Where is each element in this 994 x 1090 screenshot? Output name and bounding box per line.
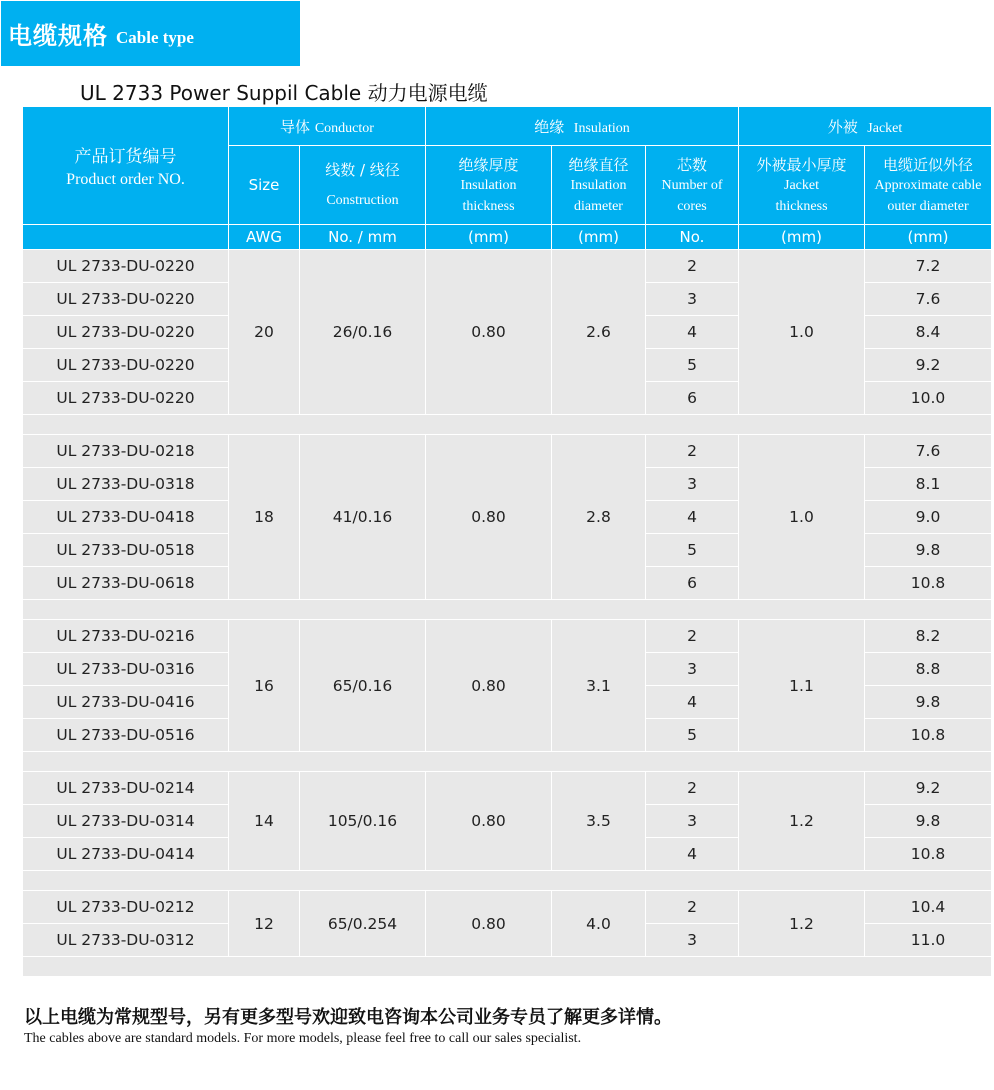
- table-row: [23, 772, 992, 805]
- cell-insulation-diameter: 2.8: [552, 435, 646, 600]
- group-separator: [23, 600, 992, 620]
- cable-spec-table: [22, 106, 992, 977]
- cell-cores: 6: [646, 567, 739, 600]
- cell-insulation-thickness: 0.80: [426, 620, 552, 752]
- header-insulation-diameter: 绝缘直径 Insulation diameter: [552, 146, 646, 225]
- cell-order-no: UL 2733-DU-0518: [23, 534, 229, 567]
- cell-jacket-thickness: 1.1: [739, 620, 865, 752]
- cell-outer-diameter: 8.2: [865, 620, 992, 653]
- cell-insulation-diameter: 3.1: [552, 620, 646, 752]
- group-separator: [23, 957, 992, 977]
- cell-outer-diameter: 7.6: [865, 435, 992, 468]
- product-title: UL 2733 Power Suppil Cable 动力电源电缆: [80, 81, 488, 105]
- cell-order-no: UL 2733-DU-0220: [23, 316, 229, 349]
- cell-order-no: UL 2733-DU-0218: [23, 435, 229, 468]
- cell-cores: 4: [646, 686, 739, 719]
- cell-construction: 41/0.16: [300, 435, 426, 600]
- footer-note-cn: 以上电缆为常规型号，另有更多型号欢迎致电咨询本公司业务专员了解更多详情。: [24, 1007, 672, 1028]
- cell-outer-diameter: 11.0: [865, 924, 992, 957]
- cell-cores: 2: [646, 620, 739, 653]
- unit-cores: No.: [646, 225, 739, 250]
- cell-insulation-thickness: 0.80: [426, 435, 552, 600]
- cell-insulation-thickness: 0.80: [426, 891, 552, 957]
- cell-outer-diameter: 9.8: [865, 805, 992, 838]
- cell-outer-diameter: 9.8: [865, 686, 992, 719]
- cell-cores: 2: [646, 250, 739, 283]
- cell-outer-diameter: 10.8: [865, 719, 992, 752]
- header-blank: [23, 225, 229, 250]
- cell-cores: 2: [646, 772, 739, 805]
- cell-order-no: UL 2733-DU-0214: [23, 772, 229, 805]
- cell-outer-diameter: 10.0: [865, 382, 992, 415]
- cell-order-no: UL 2733-DU-0416: [23, 686, 229, 719]
- cell-cores: 5: [646, 349, 739, 382]
- header-outer-diameter: 电缆近似外径 Approximate cable outer diameter: [865, 146, 992, 225]
- cell-awg: 16: [229, 620, 300, 752]
- cell-order-no: UL 2733-DU-0414: [23, 838, 229, 871]
- cell-cores: 5: [646, 534, 739, 567]
- cell-order-no: UL 2733-DU-0316: [23, 653, 229, 686]
- cell-outer-diameter: 8.8: [865, 653, 992, 686]
- table-row: [23, 620, 992, 653]
- cell-jacket-thickness: 1.2: [739, 891, 865, 957]
- cell-order-no: UL 2733-DU-0216: [23, 620, 229, 653]
- header-conductor: 导体 Conductor: [229, 107, 426, 146]
- cell-outer-diameter: 7.6: [865, 283, 992, 316]
- cell-awg: 14: [229, 772, 300, 871]
- cell-cores: 5: [646, 719, 739, 752]
- group-separator: [23, 752, 992, 772]
- unit-jacket-thickness: (mm): [739, 225, 865, 250]
- cell-outer-diameter: 10.8: [865, 838, 992, 871]
- unit-awg: AWG: [229, 225, 300, 250]
- cell-cores: 4: [646, 316, 739, 349]
- unit-outer-diameter: (mm): [865, 225, 992, 250]
- cell-insulation-thickness: 0.80: [426, 250, 552, 415]
- cell-cores: 4: [646, 501, 739, 534]
- header-jacket: 外被 Jacket: [739, 107, 992, 146]
- banner-title-cn: 电缆规格: [8, 22, 108, 50]
- cell-order-no: UL 2733-DU-0212: [23, 891, 229, 924]
- table-body: [23, 250, 992, 977]
- cell-jacket-thickness: 1.0: [739, 250, 865, 415]
- cell-order-no: UL 2733-DU-0318: [23, 468, 229, 501]
- cell-order-no: UL 2733-DU-0220: [23, 349, 229, 382]
- cell-jacket-thickness: 1.0: [739, 435, 865, 600]
- footer-note-en: The cables above are standard models. For more models, please feel free to call our sales specialist.: [24, 1031, 582, 1046]
- cell-outer-diameter: 9.0: [865, 501, 992, 534]
- cell-order-no: UL 2733-DU-0220: [23, 250, 229, 283]
- table-row: [23, 891, 992, 924]
- cell-awg: 20: [229, 250, 300, 415]
- banner-title-en: Cable type: [116, 27, 194, 47]
- cell-order-no: UL 2733-DU-0220: [23, 283, 229, 316]
- cell-cores: 2: [646, 891, 739, 924]
- cell-cores: 6: [646, 382, 739, 415]
- header-jacket-thickness: 外被最小厚度 Jacket thickness: [739, 146, 865, 225]
- cell-cores: 3: [646, 653, 739, 686]
- cell-awg: 18: [229, 435, 300, 600]
- cell-outer-diameter: 8.4: [865, 316, 992, 349]
- table-row: [23, 435, 992, 468]
- cell-cores: 3: [646, 283, 739, 316]
- group-separator: [23, 871, 992, 891]
- cell-cores: 2: [646, 435, 739, 468]
- cell-order-no: UL 2733-DU-0418: [23, 501, 229, 534]
- cell-cores: 3: [646, 805, 739, 838]
- cell-outer-diameter: 10.8: [865, 567, 992, 600]
- cell-jacket-thickness: 1.2: [739, 772, 865, 871]
- cell-outer-diameter: 7.2: [865, 250, 992, 283]
- cell-cores: 3: [646, 924, 739, 957]
- cell-awg: 12: [229, 891, 300, 957]
- header-size: Size: [229, 146, 300, 225]
- cell-order-no: UL 2733-DU-0618: [23, 567, 229, 600]
- cell-construction: 105/0.16: [300, 772, 426, 871]
- unit-construction: No. / mm: [300, 225, 426, 250]
- cell-order-no: UL 2733-DU-0516: [23, 719, 229, 752]
- group-separator: [23, 415, 992, 435]
- cell-outer-diameter: 9.2: [865, 349, 992, 382]
- header-product-order: 产品订货编号 Product order NO.: [23, 107, 229, 225]
- cell-outer-diameter: 10.4: [865, 891, 992, 924]
- cell-order-no: UL 2733-DU-0312: [23, 924, 229, 957]
- cell-insulation-diameter: 3.5: [552, 772, 646, 871]
- cell-insulation-diameter: 4.0: [552, 891, 646, 957]
- cell-construction: 26/0.16: [300, 250, 426, 415]
- cell-outer-diameter: 9.8: [865, 534, 992, 567]
- header-insulation: 绝缘 Insulation: [426, 107, 739, 146]
- cell-outer-diameter: 9.2: [865, 772, 992, 805]
- header-insulation-thickness: 绝缘厚度 Insulation thickness: [426, 146, 552, 225]
- header-number-of-cores: 芯数 Number of cores: [646, 146, 739, 225]
- cell-construction: 65/0.16: [300, 620, 426, 752]
- unit-insulation-diameter: (mm): [552, 225, 646, 250]
- table-row: [23, 250, 992, 283]
- unit-insulation-thickness: (mm): [426, 225, 552, 250]
- header-construction: 线数 / 线径 Construction: [300, 146, 426, 225]
- cell-insulation-thickness: 0.80: [426, 772, 552, 871]
- cell-order-no: UL 2733-DU-0314: [23, 805, 229, 838]
- cell-construction: 65/0.254: [300, 891, 426, 957]
- cell-outer-diameter: 8.1: [865, 468, 992, 501]
- cell-cores: 3: [646, 468, 739, 501]
- cell-insulation-diameter: 2.6: [552, 250, 646, 415]
- cell-cores: 4: [646, 838, 739, 871]
- cell-order-no: UL 2733-DU-0220: [23, 382, 229, 415]
- section-banner: [1, 1, 300, 66]
